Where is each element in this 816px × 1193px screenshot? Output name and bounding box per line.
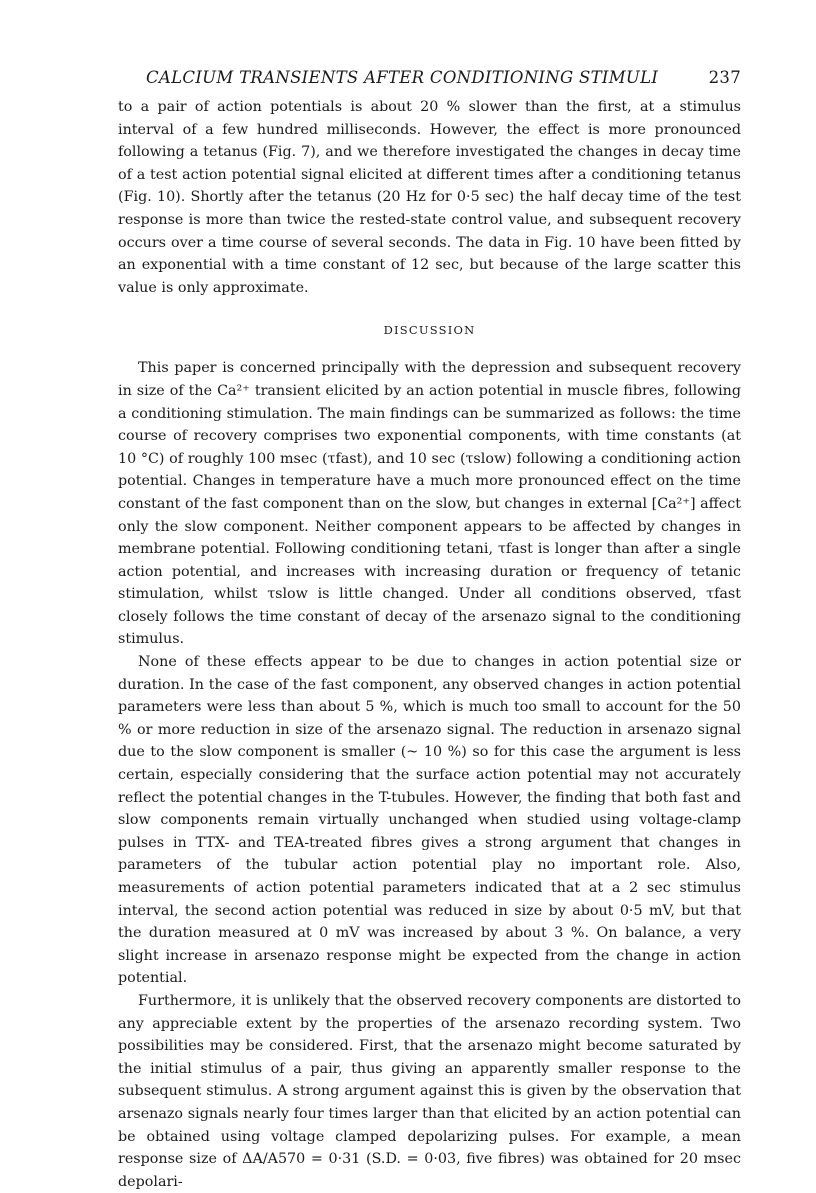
paragraph-continuation: to a pair of action potentials is about 20 % slower than the first, at a stimulus interval of a few hundred milliseconds. However, the effect is more pronounced following a tetanus (Fig. 7), and we therefore investigated the changes in decay time of a test action potential signal elicited at different times after a conditioning tetanus (Fig. 10). Shortly after the tetanus (20 Hz for 0·5 sec) the half decay time of the test response is more than twice the rested-state control value, and subsequent recovery occurs over a time course of several seconds. The data in Fig. 10 have been fitted by an exponential with a time constant of 12 sec, but because of the large scatter this value is only approximate. (118, 99, 741, 296)
paragraph-discussion-3: Furthermore, it is unlikely that the observed recovery components are distorted to any appreciable extent by the properties of the arsenazo recording system. Two possibilities may be considered. First, that the arsenazo might become saturated by the initial stimulus of a pair, thus giving an apparently smaller response to the subsequent stimulus. A strong argument against this is given by the observation that arsenazo signals nearly four times larger than that elicited by an action potential can be obtained using voltage clamped depolarizing pulses. For example, a mean response size of ΔA/A570 = 0·31 (S.D. = 0·03, five fibres) was obtained for 20 msec depolari- (118, 992, 741, 1190)
running-title: CALCIUM TRANSIENTS AFTER CONDITIONING STIMULI (146, 68, 659, 87)
journal-page (118, 62, 741, 1193)
running-head (118, 62, 741, 90)
paragraph-discussion-2: None of these effects appear to be due to changes in action potential size or duration. In the case of the fast component, any observed changes in action potential parameters were less than about 5 %, which is much too small to account for the 50 % or more reduction in size of the arsenazo signal. The reduction in arsenazo signal due to the slow component is smaller (~ 10 %) so for this case the argument is less certain, especially considering that the surface action potential may not accurately reflect the potential changes in the T-tubules. However, the finding that both fast and slow components remain virtually unchanged when studied using voltage-clamp pulses in TTX- and TEA-treated fibres gives a strong argument that changes in parameters of the tubular action potential play no important role. Also, measurements of action potential parameters indicated that at a 2 sec stimulus interval, the second action potential was reduced in size by about 0·5 mV, but that the duration measured at 0 mV was increased by about 3 %. On balance, a very slight increase in arsenazo response might be expected from the change in action potential. (118, 654, 741, 987)
paragraph-discussion-1: This paper is concerned principally with the depression and subsequent recovery in size of the Ca²⁺ transient elicited by an action potential in muscle fibres, following a conditioning stimulation. The main findings can be summarized as follows: the time course of recovery comprises two exponential components, with time constants (at 10 °C) of roughly 100 msec (τfast), and 10 sec (τslow) following a conditioning action potential. Changes in temperature have a much more pronounced effect on the time constant of the fast component than on the slow, but changes in external [Ca²⁺] affect only the slow component. Neither component appears to be affected by changes in membrane potential. Following conditioning tetani, τfast is longer than after a single action potential, and increases with increasing duration or frequency of tetanic stimulation, whilst τslow is little changed. Under all conditions observed, τfast closely follows the time constant of decay of the arsenazo signal to the conditioning stimulus. (118, 360, 741, 648)
page-number: 237 (708, 68, 741, 87)
section-heading-discussion: DISCUSSION (383, 323, 476, 338)
